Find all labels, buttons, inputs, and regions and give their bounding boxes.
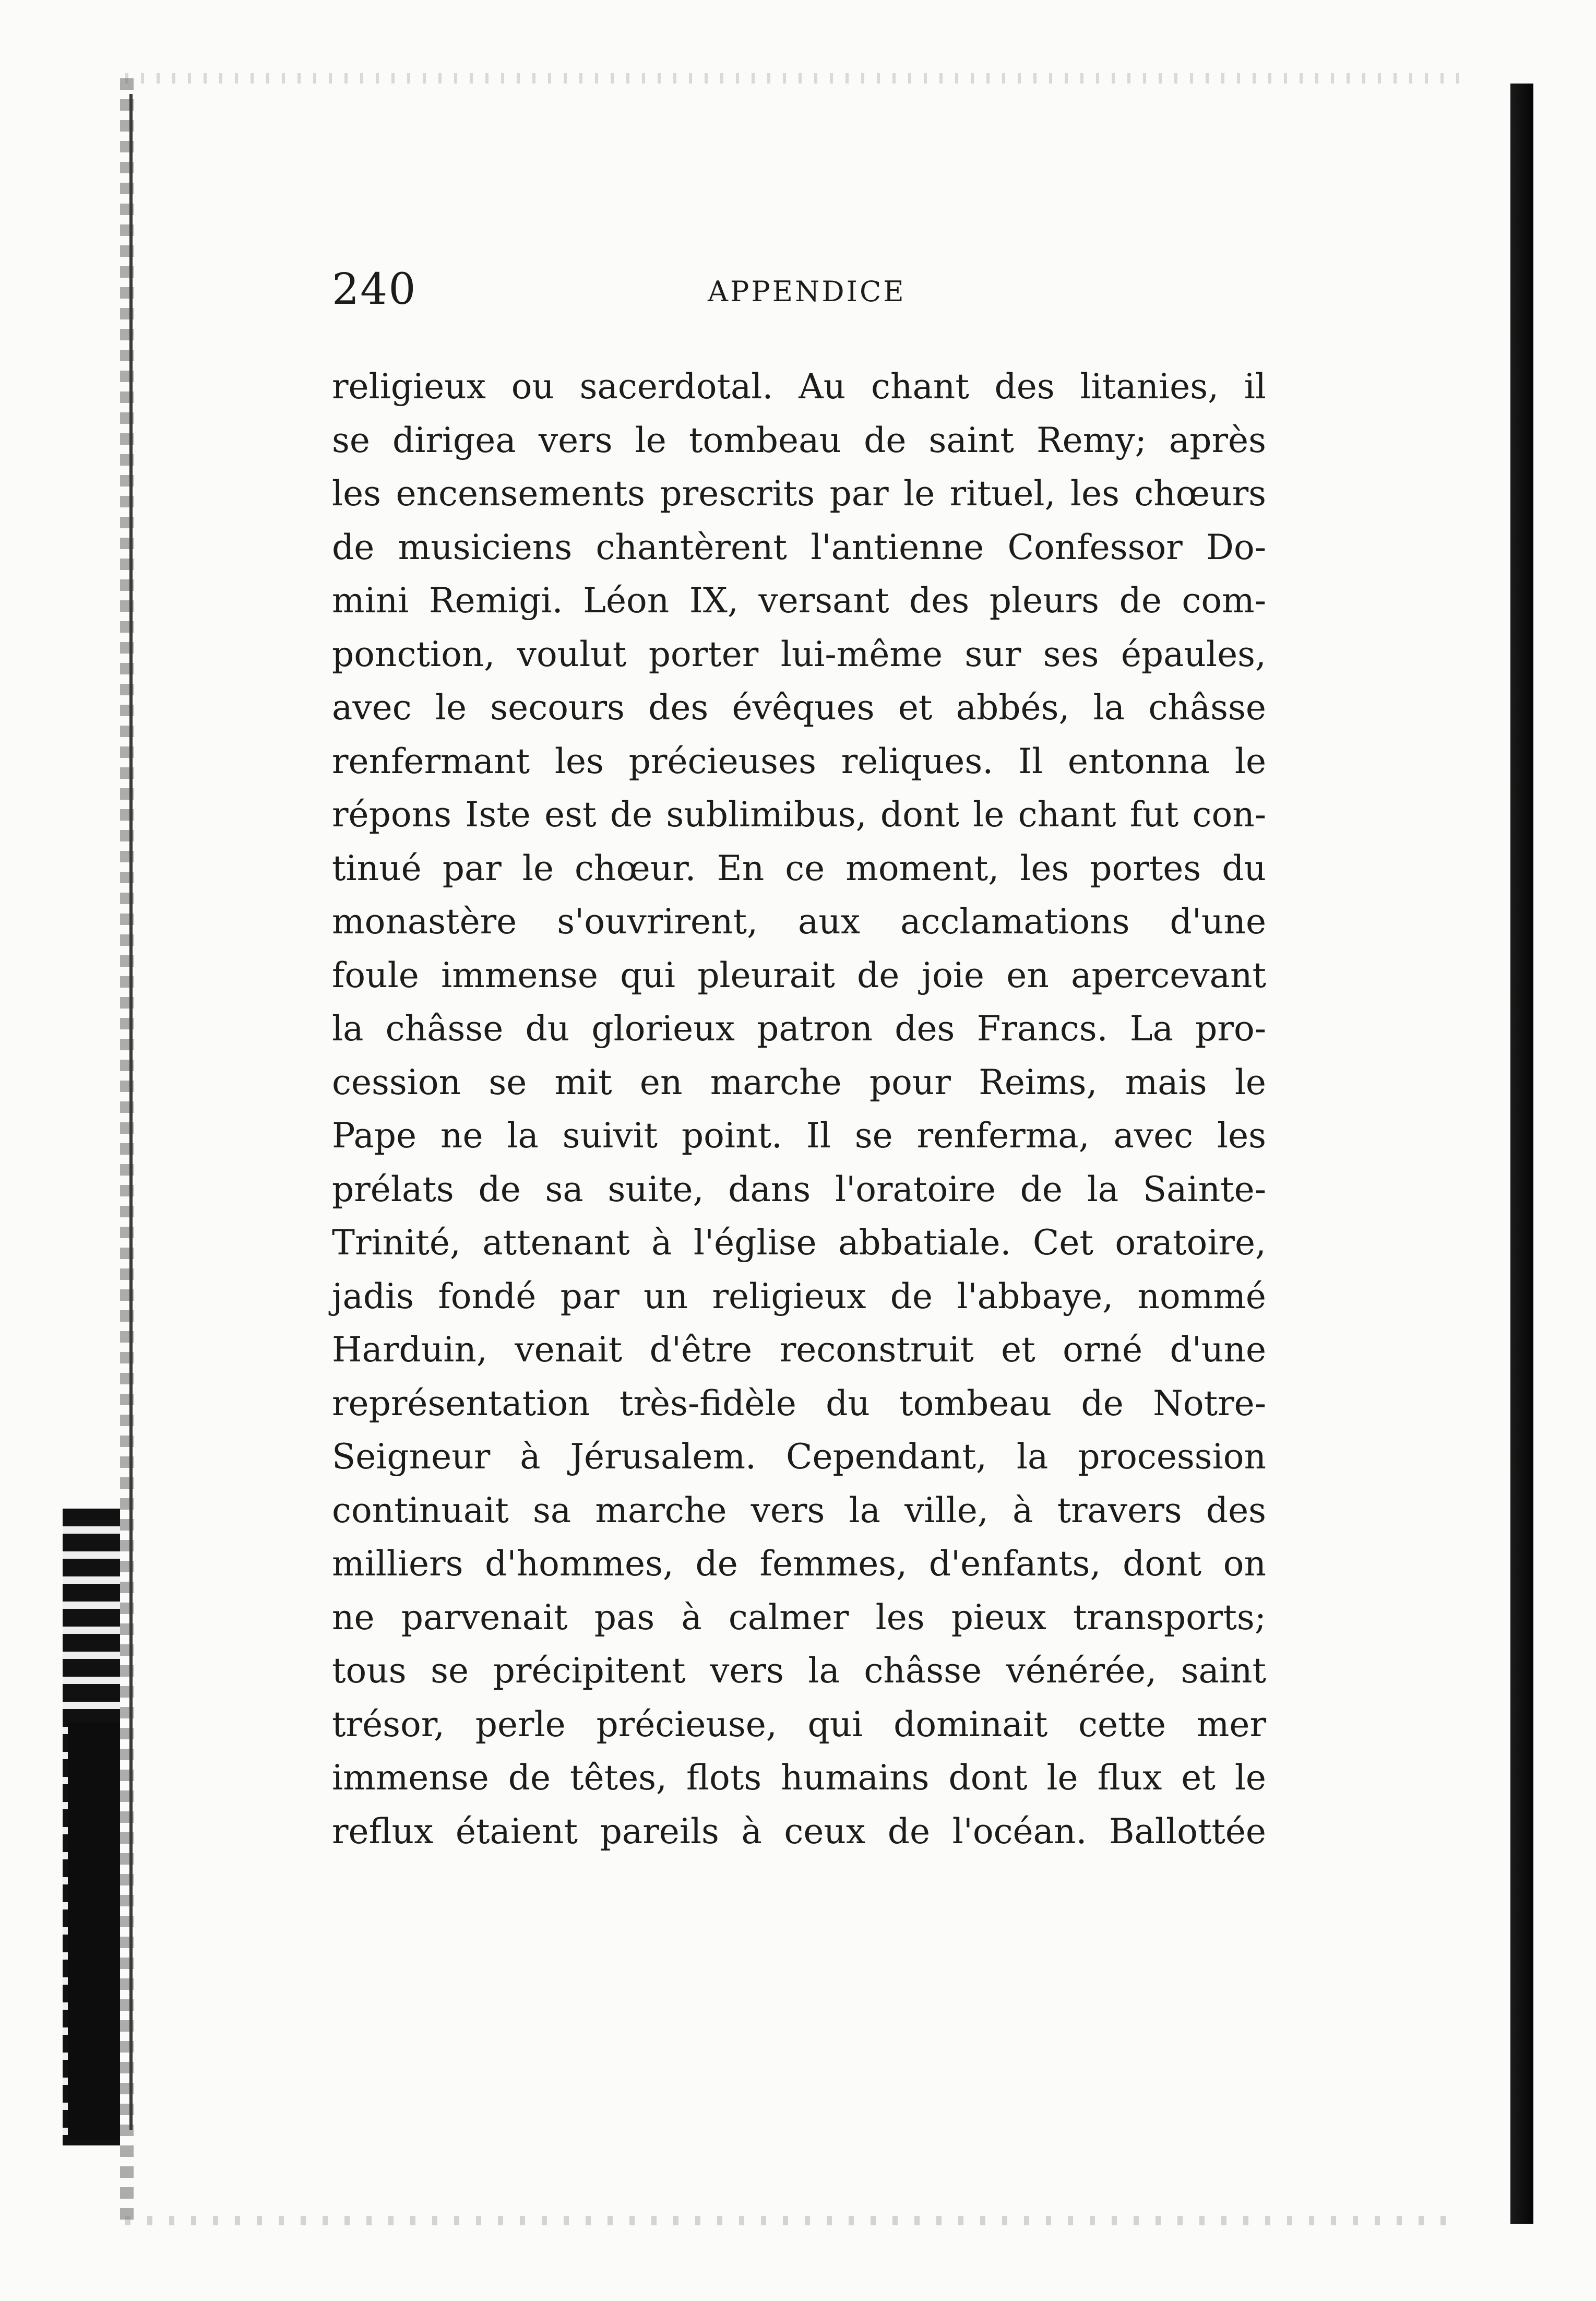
- text-line: répons Iste est de sublimibus, dont le chant fut con-: [332, 794, 1266, 835]
- body-text: [332, 360, 1266, 1858]
- text-line: cession se mit en marche pour Reims, mais le: [332, 1062, 1266, 1102]
- text-line: tinué par le chœur. En ce moment, les portes du: [332, 848, 1266, 888]
- text-line: représentation très-fidèle du tombeau de Notre-: [332, 1383, 1266, 1424]
- text-line: jadis fondé par un religieux de l'abbaye, nommé: [332, 1276, 1266, 1316]
- text-line: les encensements prescrits par le rituel, les chœurs: [332, 473, 1266, 514]
- text-line: ponction, voulut porter lui-même sur ses épaules,: [332, 634, 1266, 674]
- text-line: Seigneur à Jérusalem. Cependant, la procession: [332, 1437, 1266, 1477]
- text-line: religieux ou sacerdotal. Au chant des litanies, il: [332, 366, 1266, 407]
- text-line: trésor, perle précieuse, qui dominait cette mer: [332, 1704, 1266, 1745]
- page-header: [332, 261, 1266, 318]
- text-line: Harduin, venait d'être reconstruit et orné d'une: [332, 1330, 1266, 1370]
- text-line: se dirigea vers le tombeau de saint Remy; après: [332, 420, 1266, 460]
- page-number: 240: [332, 265, 417, 314]
- text-line: avec le secours des évêques et abbés, la châsse: [332, 687, 1266, 728]
- text-line: Pape ne la suivit point. Il se renferma, avec les: [332, 1116, 1266, 1156]
- running-head: APPENDICE: [708, 275, 906, 308]
- text-line: prélats de sa suite, dans l'oratoire de la Sainte-: [332, 1169, 1266, 1209]
- text-line: monastère s'ouvrirent, aux acclamations d'une: [332, 902, 1266, 942]
- binding-edge-line: [129, 94, 133, 2130]
- text-line: milliers d'hommes, de femmes, d'enfants, dont on: [332, 1544, 1266, 1584]
- text-line: tous se précipitent vers la châsse vénérée, saint: [332, 1651, 1266, 1691]
- text-line: la châsse du glorieux patron des Francs. La pro-: [332, 1009, 1266, 1049]
- text-line: reflux étaient pareils à ceux de l'océan. Ballottée: [332, 1811, 1266, 1852]
- text-line: Trinité, attenant à l'église abbatiale. Cet oratoire,: [332, 1223, 1266, 1263]
- text-line: continuait sa marche vers la ville, à travers des: [332, 1490, 1266, 1531]
- scan-noise-top: [125, 73, 1461, 84]
- text-line: ne parvenait pas à calmer les pieux transports;: [332, 1597, 1266, 1638]
- text-line: mini Remigi. Léon IX, versant des pleurs de com-: [332, 580, 1266, 621]
- text-line: immense de têtes, flots humains dont le flux et le: [332, 1758, 1266, 1798]
- binding-shadow-solid: [68, 1723, 120, 2140]
- text-line: foule immense qui pleurait de joie en apercevant: [332, 955, 1266, 995]
- text-line: de musiciens chantèrent l'antienne Confessor Do-: [332, 527, 1266, 567]
- scan-noise-bottom: [125, 2216, 1461, 2225]
- text-line: renfermant les précieuses reliques. Il entonna le: [332, 741, 1266, 781]
- right-scan-border: [1510, 84, 1533, 2224]
